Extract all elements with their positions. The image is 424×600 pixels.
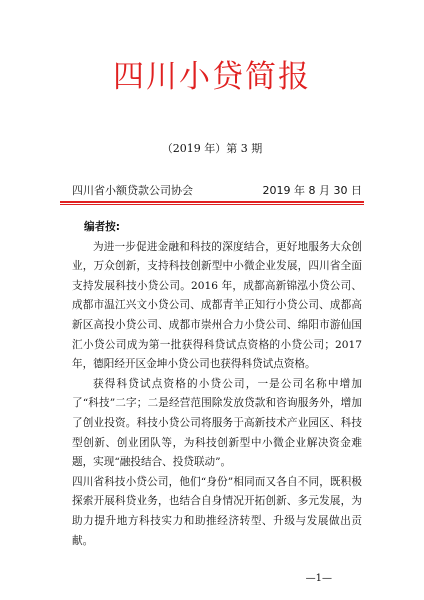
publish-date: 2019 年 8 月 30 日 — [262, 184, 362, 197]
article-body — [72, 218, 362, 551]
paragraph-1: 为进一步促进金融和科技的深度结合，更好地服务大众创业，万众创新，支持科技创新型中小微企业发展，四川省全面支持发展科技小贷公司。2016 年，成都高新锦泓小贷公司、成都市温江兴文小贷公司、成都青羊正知行小贷公司、成都高新区高投小贷公司、成都市崇州合力小贷公司、绵阳市游仙国汇小贷公司成为第一批获得科贷试点资格的小贷公司；2017 年，德阳经开区金坤小贷公司也获得科贷试点资格。 — [72, 240, 362, 371]
header-divider — [60, 201, 364, 203]
editor-note-label: 编者按: — [84, 221, 121, 233]
paragraph-2: 获得科贷试点资格的小贷公司，一是公司名称中增加了“科技”二字；二是经营范围除发放贷款和咨询服务外，增加了创业投资。科技小贷公司将服务于高新技术产业园区、科技型创新、创业团队等，为科技创新型中小微企业解决资金难题，实现“融投结合、投贷联动”。 — [72, 377, 362, 469]
organization-name: 四川省小额贷款公司协会 — [72, 184, 193, 197]
newsletter-title: 四川小贷简报 — [113, 59, 311, 95]
paragraph-3: 四川省科技小贷公司，他们“身份”相同而又各自不同，既积极探索开展科贷业务，也结合自身情况开拓创新、多元发展，为助力提升地方科技实力和助推经济转型、升级与发展做出贡献。 — [72, 475, 362, 547]
masthead-row — [72, 184, 362, 198]
header-divider-thin — [60, 204, 364, 205]
issue-number: （2019 年）第 3 期 — [161, 142, 263, 155]
page-number: —1— — [305, 573, 332, 584]
